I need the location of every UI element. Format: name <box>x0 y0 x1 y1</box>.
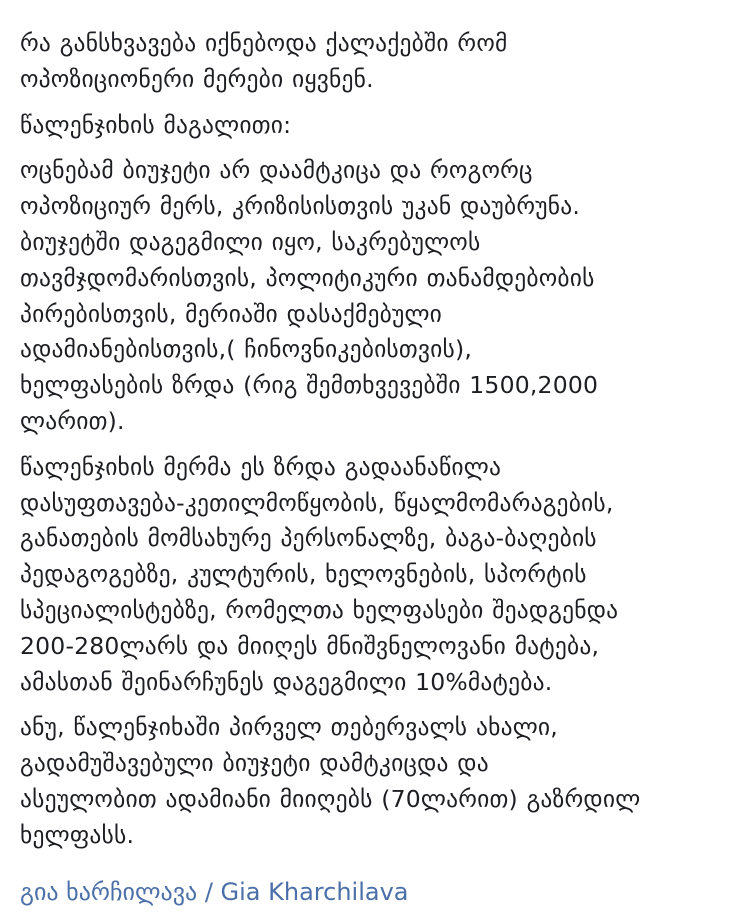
post-paragraph <box>20 710 732 853</box>
post-paragraph <box>20 153 732 439</box>
post-line: პედაგოგებზე, კულტურის, ხელოვნების, სპორტის <box>20 560 587 589</box>
post-paragraph <box>20 108 732 144</box>
post-line: ხელფასს. <box>20 820 135 849</box>
post-line: ბიუჯეტში დაგეგმილი იყო, საკრებულოს <box>20 227 481 256</box>
post-line: ოპოზიციურ მერს, კრიზისისთვის უკან დაუბრუნა. <box>20 192 581 221</box>
post-line: რა განსხვავება იქნებოდა ქალაქებში რომ <box>20 29 508 57</box>
post-line: ანუ, წალენჯიხაში პირველ თებერვალს ახალი, <box>20 713 558 742</box>
post-paragraph <box>20 26 732 98</box>
post-line: ლარით). <box>20 406 125 435</box>
post-line: სპეციალისტებზე, რომელთა ხელფასები შეადგენდა <box>20 595 619 624</box>
post-line: წალენჯიხის მერმა ეს ზრდა გადაანაწილა <box>20 452 502 481</box>
post-line: ოცნებამ ბიუჯეტი არ დაამტკიცა და როგორც <box>20 156 533 185</box>
post-line: პირებისთვის, მერიაში დასაქმებული <box>20 299 443 328</box>
post-line: ოპოზიციონერი მერები იყვნენ. <box>20 64 374 93</box>
post-line: ადამიანებისთვის,( ჩინოვნიკებისთვის), <box>20 335 473 364</box>
post-line: ხელფასების ზრდა (რიგ შემთხვევებში 1500,2000 <box>20 371 599 400</box>
post-line: გადამუშავებული ბიუჯეტი დამტკიცდა და <box>20 749 489 778</box>
post-line: ასეულობით ადამიანი მიიღებს (70ლარით) გაზრდილ <box>20 784 641 813</box>
post-line: 200-280ლარს და მიიღეს მნიშვნელოვანი მატება, <box>20 631 600 660</box>
post-paragraph <box>20 450 732 701</box>
post-body <box>20 26 732 864</box>
author-link[interactable]: გია ხარჩილავა / Gia Kharchilava <box>20 878 409 906</box>
post-line: ამასთან შეინარჩუნეს დაგეგმილი 10%მატება. <box>20 667 553 696</box>
post-line: წალენჯიხის მაგალითი: <box>20 110 292 139</box>
post-line: დასუფთავება-კეთილმოწყობის, წყალმომარაგების, <box>20 488 614 517</box>
post-line: თავმჯდომარისთვის, პოლიტიკური თანამდებობის <box>20 263 595 292</box>
post-line: განათების მომსახურე პერსონალზე, ბაგა-ბაღების <box>20 524 597 553</box>
